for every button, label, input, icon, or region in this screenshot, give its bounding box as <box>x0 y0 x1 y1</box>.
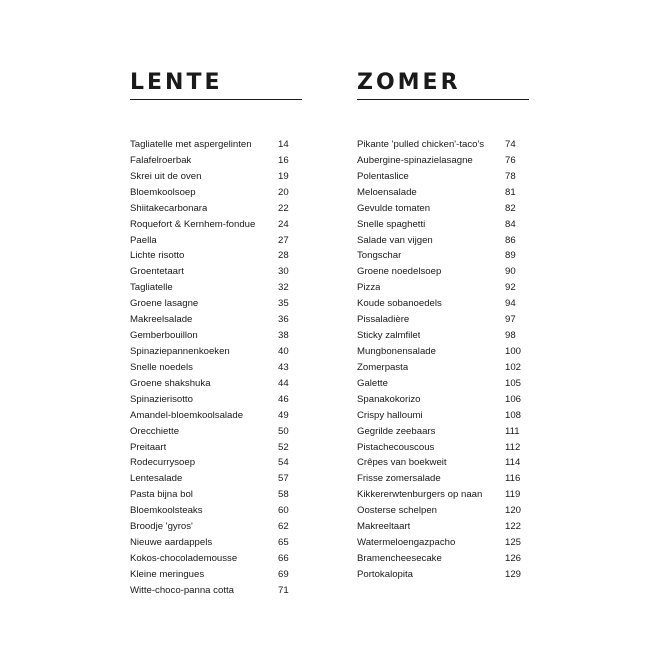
page-number: 14 <box>278 139 289 150</box>
zomer-recipe-list <box>357 137 529 583</box>
recipe-title: Makreeltaart <box>357 521 411 533</box>
recipe-entry <box>130 153 302 169</box>
recipe-entry <box>357 376 529 392</box>
page-number: 90 <box>505 266 516 278</box>
page-number: 74 <box>505 139 516 150</box>
page-number: 36 <box>278 314 289 326</box>
page-number: 98 <box>505 330 516 342</box>
page-number: 108 <box>505 409 522 421</box>
recipe-title: Crêpes van boekweit <box>357 457 447 469</box>
zomer-heading: ZOMER <box>357 70 529 100</box>
recipe-title: Gemberbouillon <box>130 330 198 342</box>
recipe-title: Spanakokorizo <box>357 393 421 405</box>
page-number: 114 <box>505 457 521 469</box>
recipe-entry <box>357 360 529 376</box>
page-number: 102 <box>505 361 522 373</box>
page-number: 19 <box>278 170 289 182</box>
recipe-entry <box>357 471 529 487</box>
page-number: 120 <box>505 505 522 517</box>
recipe-title: Nieuwe aardappels <box>130 537 213 549</box>
page-number: 50 <box>278 425 289 437</box>
recipe-entry <box>357 344 529 360</box>
recipe-entry <box>130 424 302 440</box>
recipe-title: Tongschar <box>357 250 402 262</box>
recipe-entry <box>130 233 302 249</box>
recipe-entry <box>357 440 529 456</box>
page-number: 16 <box>278 154 289 166</box>
page-number: 20 <box>278 186 289 198</box>
recipe-title: Pikante 'pulled chicken'-taco's <box>357 139 485 150</box>
recipe-title: Witte-choco-panna cotta <box>130 584 234 596</box>
recipe-title: Shiitakecarbonara <box>130 202 208 214</box>
page-number: 122 <box>505 521 522 533</box>
page-number: 43 <box>278 361 289 373</box>
page-number: 24 <box>278 218 289 230</box>
recipe-title: Preitaart <box>130 441 167 453</box>
page-number: 66 <box>278 552 289 564</box>
page-number: 69 <box>278 568 289 580</box>
recipe-entry <box>357 551 529 567</box>
recipe-entry <box>130 471 302 487</box>
page-number: 89 <box>505 250 516 262</box>
page-number: 119 <box>505 489 521 501</box>
recipe-entry <box>357 137 529 153</box>
recipe-entry <box>130 137 302 153</box>
page-number: 112 <box>505 441 521 453</box>
recipe-entry <box>357 535 529 551</box>
recipe-title: Meloensalade <box>357 186 417 198</box>
recipe-entry <box>357 408 529 424</box>
recipe-title: Bloemkoolsoep <box>130 186 196 198</box>
zomer-section <box>357 70 529 580</box>
recipe-title: Sticky zalmfilet <box>357 330 421 342</box>
recipe-entry <box>357 487 529 503</box>
recipe-entry <box>357 185 529 201</box>
recipe-entry <box>130 503 302 519</box>
page-number: 97 <box>505 314 516 326</box>
recipe-title: Salade van vijgen <box>357 234 433 246</box>
page-number: 106 <box>505 393 522 405</box>
recipe-entry <box>357 455 529 471</box>
page-number: 35 <box>278 298 289 310</box>
page-number: 125 <box>505 537 522 549</box>
recipe-title: Snelle noedels <box>130 361 193 373</box>
recipe-entry <box>130 567 302 583</box>
recipe-entry <box>130 201 302 217</box>
page-number: 28 <box>278 250 289 262</box>
recipe-title: Polentaslice <box>357 170 409 182</box>
recipe-entry <box>130 248 302 264</box>
recipe-entry <box>357 264 529 280</box>
recipe-title: Orecchiette <box>130 425 180 437</box>
recipe-title: Pasta bijna bol <box>130 489 193 501</box>
recipe-entry <box>357 217 529 233</box>
recipe-entry <box>130 280 302 296</box>
page-number: 71 <box>278 584 289 596</box>
page-number: 27 <box>278 234 289 246</box>
page-number: 129 <box>505 568 522 580</box>
recipe-entry <box>130 376 302 392</box>
recipe-entry <box>130 360 302 376</box>
page-number: 58 <box>278 489 289 501</box>
recipe-entry <box>130 392 302 408</box>
recipe-title: Broodje 'gyros' <box>130 521 193 533</box>
recipe-entry <box>130 455 302 471</box>
recipe-entry <box>130 583 302 599</box>
recipe-entry <box>357 392 529 408</box>
page-number: 76 <box>505 154 516 166</box>
recipe-entry <box>357 503 529 519</box>
recipe-entry <box>130 328 302 344</box>
page-number: 57 <box>278 473 289 485</box>
page-number: 60 <box>278 505 289 517</box>
recipe-title: Pizza <box>357 282 381 294</box>
page-number: 86 <box>505 234 516 246</box>
recipe-title: Falafelroerbak <box>130 154 192 166</box>
page-number: 84 <box>505 218 516 230</box>
page-number: 30 <box>278 266 289 278</box>
page-number: 46 <box>278 393 289 405</box>
recipe-entry <box>357 328 529 344</box>
recipe-title: Lentesalade <box>130 473 183 485</box>
recipe-title: Lichte risotto <box>130 250 185 262</box>
recipe-title: Aubergine-spinazielasagne <box>357 154 473 166</box>
page-number: 54 <box>278 457 289 469</box>
recipe-title: Watermeloengazpacho <box>357 537 456 549</box>
page-number: 49 <box>278 409 289 421</box>
recipe-title: Skrei uit de oven <box>130 170 202 182</box>
recipe-entry <box>130 344 302 360</box>
page-number: 126 <box>505 552 522 564</box>
recipe-entry <box>357 424 529 440</box>
lente-section <box>130 70 302 596</box>
recipe-title: Spinazierisotto <box>130 393 193 405</box>
recipe-title: Frisse zomersalade <box>357 473 441 485</box>
page-number: 100 <box>505 345 522 357</box>
recipe-title: Koude sobanoedels <box>357 298 442 310</box>
recipe-entry <box>130 264 302 280</box>
page-number: 44 <box>278 377 289 389</box>
lente-recipe-list <box>130 137 302 599</box>
recipe-entry <box>130 519 302 535</box>
recipe-entry <box>130 312 302 328</box>
recipe-entry <box>357 312 529 328</box>
recipe-title: Pissaladière <box>357 314 410 326</box>
recipe-entry <box>130 169 302 185</box>
recipe-title: Groentetaart <box>130 266 184 278</box>
recipe-title: Tagliatelle met aspergelinten <box>130 139 252 150</box>
page-number: 92 <box>505 282 516 294</box>
recipe-entry <box>357 201 529 217</box>
page-number: 38 <box>278 330 289 342</box>
recipe-title: Bramencheesecake <box>357 552 442 564</box>
recipe-title: Bloemkoolsteaks <box>130 505 203 517</box>
recipe-title: Amandel-bloemkoolsalade <box>130 409 244 421</box>
page-number: 78 <box>505 170 516 182</box>
recipe-entry <box>357 296 529 312</box>
recipe-title: Oosterse schelpen <box>357 505 437 517</box>
recipe-entry <box>357 153 529 169</box>
page-number: 32 <box>278 282 289 294</box>
page-number: 116 <box>505 473 521 485</box>
recipe-title: Groene lasagne <box>130 298 199 310</box>
recipe-entry <box>130 487 302 503</box>
recipe-title: Pistachecouscous <box>357 441 435 453</box>
recipe-title: Galette <box>357 377 388 389</box>
recipe-title: Gevulde tomaten <box>357 202 431 214</box>
recipe-title: Crispy halloumi <box>357 409 423 421</box>
recipe-title: Kleine meringues <box>130 568 205 580</box>
recipe-title: Gegrilde zeebaars <box>357 425 436 437</box>
recipe-title: Zomerpasta <box>357 361 409 373</box>
recipe-entry <box>130 440 302 456</box>
recipe-entry <box>130 217 302 233</box>
recipe-entry <box>130 551 302 567</box>
recipe-entry <box>130 408 302 424</box>
recipe-title: Kikkererwtenburgers op naan <box>357 489 483 501</box>
page-number: 62 <box>278 521 289 533</box>
page-number: 22 <box>278 202 289 214</box>
recipe-title: Paella <box>130 234 157 246</box>
recipe-entry <box>357 567 529 583</box>
page-number: 40 <box>278 345 289 357</box>
page-number: 81 <box>505 186 516 198</box>
recipe-entry <box>130 185 302 201</box>
page-number: 52 <box>278 441 289 453</box>
recipe-title: Rodecurrysoep <box>130 457 196 469</box>
recipe-entry <box>130 535 302 551</box>
page-number: 82 <box>505 202 516 214</box>
recipe-title: Spinaziepannenkoeken <box>130 345 230 357</box>
recipe-entry <box>357 280 529 296</box>
recipe-entry <box>130 296 302 312</box>
lente-heading: LENTE <box>130 70 302 100</box>
page-number: 65 <box>278 537 289 549</box>
recipe-title: Portokalopita <box>357 568 413 580</box>
recipe-title: Groene noedelsoep <box>357 266 442 278</box>
recipe-title: Kokos-chocolademousse <box>130 552 238 564</box>
page-number: 94 <box>505 298 516 310</box>
recipe-entry <box>357 169 529 185</box>
page-number: 105 <box>505 377 522 389</box>
recipe-title: Snelle spaghetti <box>357 218 426 230</box>
recipe-entry <box>357 248 529 264</box>
recipe-title: Makreelsalade <box>130 314 193 326</box>
recipe-title: Groene shakshuka <box>130 377 211 389</box>
recipe-title: Roquefort & Kernhem-fondue <box>130 218 256 230</box>
page-number: 111 <box>505 425 520 437</box>
recipe-title: Mungbonensalade <box>357 345 436 357</box>
recipe-entry <box>357 233 529 249</box>
recipe-entry <box>357 519 529 535</box>
recipe-title: Tagliatelle <box>130 282 173 294</box>
